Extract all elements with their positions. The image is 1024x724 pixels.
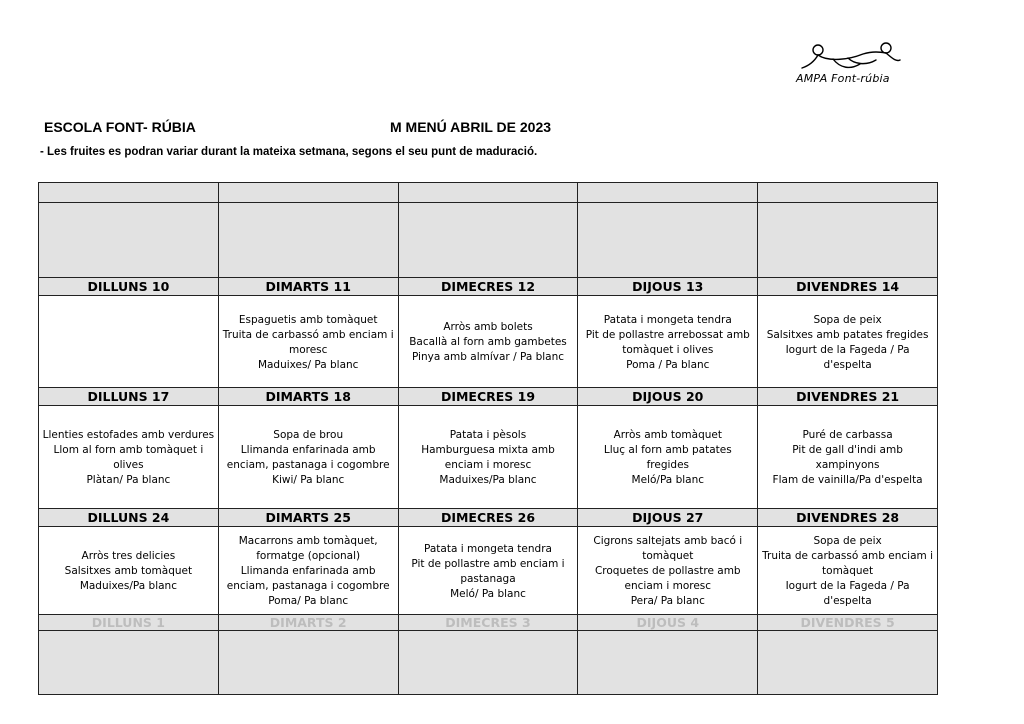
first-course: Cigrons saltejats amb bacó i tomàquet — [593, 535, 743, 562]
menu-cell — [398, 406, 578, 509]
menu-cell — [758, 406, 938, 509]
second-course: Llimanda enfarinada amb enciam, pastanaga i cogombre — [226, 444, 390, 471]
week-3-day-header — [39, 509, 938, 527]
week-2-day-header — [39, 388, 938, 406]
dessert: Maduixes/Pa blanc — [79, 580, 177, 592]
day-header: DIJOUS 13 — [578, 278, 758, 296]
dessert: Maduixes/Pa blanc — [439, 474, 537, 486]
day-header-faded: DILLUNS 1 — [39, 615, 219, 631]
second-course: Pit de pollastre amb enciam i pastanaga — [411, 557, 565, 585]
menu-cell — [39, 406, 219, 509]
day-header: DILLUNS 24 — [39, 509, 219, 527]
day-header: DIMARTS 11 — [218, 278, 398, 296]
second-course: Hamburguesa mixta amb enciam i moresc — [421, 444, 555, 471]
menu-cell — [578, 527, 758, 615]
first-course: Llenties estofades amb verdures — [42, 429, 215, 441]
second-course: Llom al forn amb tomàquet i olives — [53, 444, 204, 471]
first-course: Puré de carbassa — [802, 429, 893, 441]
dessert: Pinya amb almívar / Pa blanc — [411, 351, 565, 363]
dessert: Flam de vainilla/Pa d'espelta — [772, 474, 923, 486]
day-header-faded: DIMECRES 3 — [398, 615, 578, 631]
day-header: DIMARTS 18 — [218, 388, 398, 406]
menu-cell — [218, 527, 398, 615]
second-course: Croquetes de pollastre amb enciam i moresc — [594, 565, 741, 592]
first-course: Patata i mongeta tendra — [424, 542, 552, 555]
first-course: Espaguetis amb tomàquet — [238, 313, 378, 326]
dessert: Poma/ Pa blanc — [268, 595, 349, 607]
day-header: DILLUNS 17 — [39, 388, 219, 406]
day-header-faded: DIJOUS 4 — [578, 615, 758, 631]
second-course: Truita de carbassó amb enciam i tomàquet — [762, 550, 933, 577]
day-header-faded: DIMARTS 2 — [218, 615, 398, 631]
week-1-menu-row — [39, 296, 938, 388]
day-header: DIVENDRES 28 — [758, 509, 938, 527]
day-header: DIVENDRES 14 — [758, 278, 938, 296]
menu-cell — [578, 406, 758, 509]
menu-cell — [398, 527, 578, 615]
menu-table — [38, 182, 938, 695]
bottom-empty-row — [39, 631, 938, 695]
dessert: Meló/ Pa blanc — [450, 587, 526, 600]
second-course: Salsitxes amb patates fregides — [766, 328, 929, 341]
second-course: Truita de carbassó amb enciam i moresc — [222, 328, 394, 356]
menu-cell — [758, 527, 938, 615]
menu-cell — [578, 296, 758, 388]
first-course: Macarrons amb tomàquet, formatge (opcional) — [238, 535, 378, 562]
second-course: Pit de gall d'indi amb xampinyons — [792, 444, 903, 471]
first-course: Arròs amb bolets — [443, 321, 533, 333]
top-blank-row — [39, 183, 938, 203]
second-course: Bacallà al forn amb gambetes — [409, 336, 567, 348]
day-header: DIMARTS 25 — [218, 509, 398, 527]
menu-title: M MENÚ ABRIL DE 2023 — [390, 119, 552, 135]
dessert: Plàtan/ Pa blanc — [86, 474, 171, 486]
dessert: Maduixes/ Pa blanc — [257, 358, 359, 371]
first-course: Arròs tres delicies — [81, 550, 176, 562]
ampa-logo-text: AMPA Font-rúbia — [796, 72, 890, 85]
dessert: Pera/ Pa blanc — [630, 595, 705, 607]
second-course: Pit de pollastre arrebossat amb tomàquet i olives — [585, 328, 750, 356]
dessert: Iogurt de la Fageda / Pa d'espelta — [785, 580, 910, 607]
first-course: Sopa de peix — [813, 313, 882, 326]
first-course: Sopa de peix — [813, 535, 882, 547]
first-course: Sopa de brou — [273, 429, 344, 441]
dessert: Kiwi/ Pa blanc — [272, 474, 345, 486]
menu-cell — [39, 527, 219, 615]
menu-cell — [218, 406, 398, 509]
week-3-menu-row — [39, 527, 938, 615]
day-header: DIJOUS 20 — [578, 388, 758, 406]
menu-cell — [218, 296, 398, 388]
first-course: Patata i mongeta tendra — [603, 313, 732, 326]
next-week-day-header — [39, 615, 938, 631]
day-header: DIVENDRES 21 — [758, 388, 938, 406]
day-header: DILLUNS 10 — [39, 278, 219, 296]
second-course: Llimanda enfarinada amb enciam, pastanaga i cogombre — [226, 565, 390, 592]
fruit-note: - Les fruites es podran variar durant la mateixa setmana, segons el seu punt de maduració. — [40, 146, 538, 158]
day-header: DIMECRES 12 — [398, 278, 578, 296]
second-course: Salsitxes amb tomàquet — [64, 565, 193, 577]
second-course: Lluç al forn amb patates fregides — [603, 444, 732, 471]
first-course: Patata i pèsols — [449, 429, 527, 441]
week-1-day-header — [39, 278, 938, 296]
day-header: DIJOUS 27 — [578, 509, 758, 527]
school-name: ESCOLA FONT- RÚBIA — [44, 119, 196, 135]
day-header: DIMECRES 19 — [398, 388, 578, 406]
dessert: Meló/Pa blanc — [631, 474, 705, 486]
dessert: Poma / Pa blanc — [626, 358, 710, 371]
day-header-faded: DIVENDRES 5 — [758, 615, 938, 631]
menu-cell — [758, 296, 938, 388]
menu-cell — [39, 296, 219, 388]
day-header: DIMECRES 26 — [398, 509, 578, 527]
top-empty-row — [39, 203, 938, 278]
first-course: Arròs amb tomàquet — [613, 429, 722, 441]
week-2-menu-row — [39, 406, 938, 509]
menu-cell — [398, 296, 578, 388]
dessert: Iogurt de la Fageda / Pa d'espelta — [785, 343, 910, 371]
